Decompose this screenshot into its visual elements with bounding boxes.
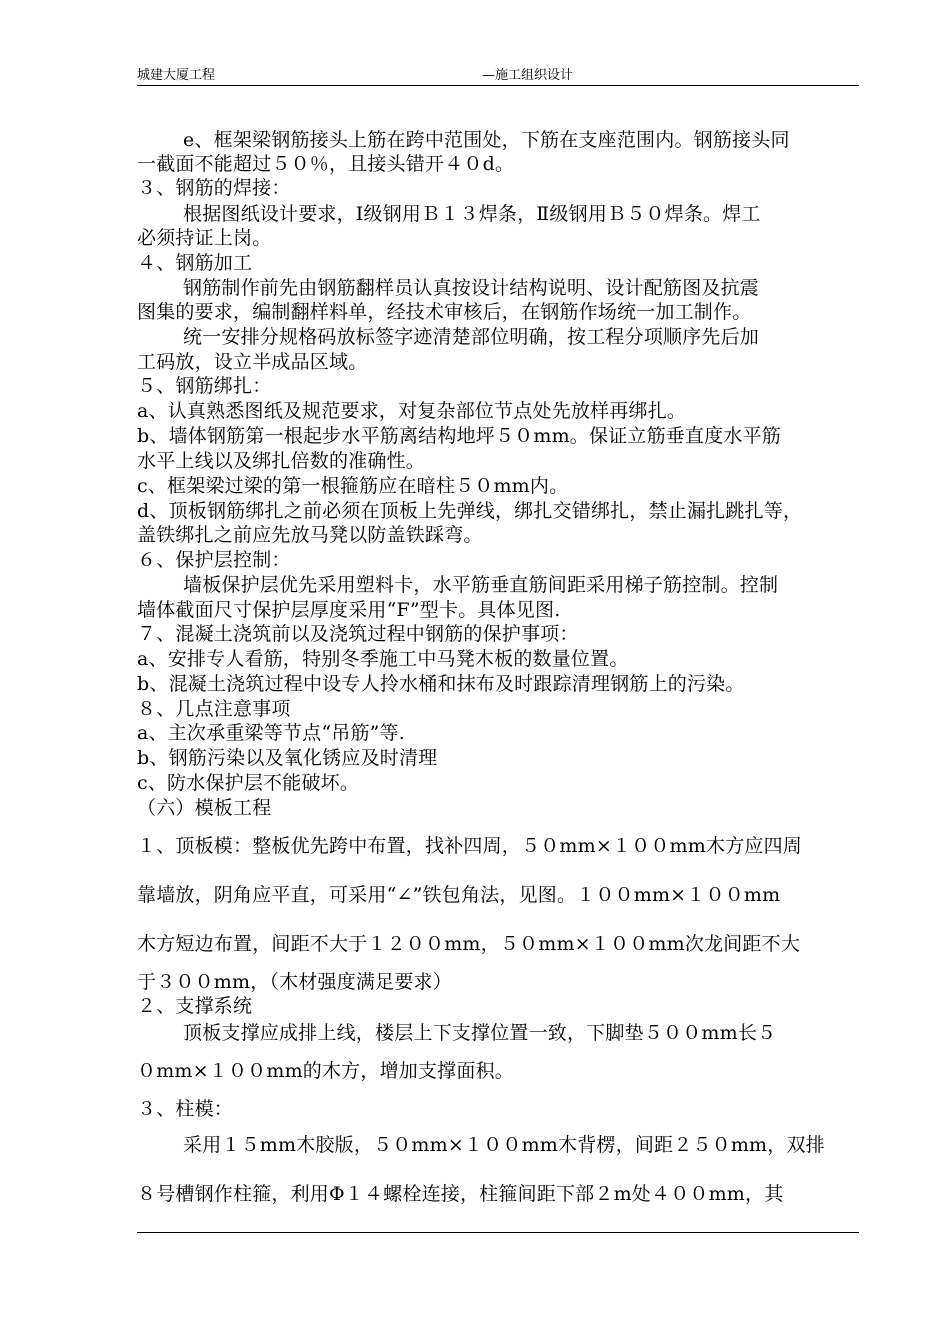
- text-line: ８号槽钢作柱箍，利用Φ１４螺栓连接，柱箍间距下部２m处４００mm，其: [137, 1183, 784, 1205]
- section-heading: ７、混凝土浇筑前以及浇筑过程中钢筋的保护事项：: [137, 623, 579, 645]
- text-line: ０mm×１００mm的木方，增加支撑面积。: [137, 1060, 514, 1082]
- section-heading: ２、支撑系统: [137, 995, 253, 1017]
- section-heading: ８、几点注意事项: [137, 698, 291, 720]
- text-line: a、安排专人看筋，特别冬季施工中马凳木板的数量位置。: [137, 648, 629, 670]
- text-line: 盖铁绑扎之前应先放马凳以防盖铁踩弯。: [137, 524, 483, 546]
- text-line: 一截面不能超过５０％，且接头错开４０d。: [137, 153, 515, 175]
- chapter-heading: （六）模板工程: [137, 797, 272, 819]
- text-line: a、主次承重梁等节点“吊筋”等.: [137, 722, 405, 744]
- text-line: 靠墙放，阴角应平直，可采用“∠”铁包角法，见图。１００mm×１００mm: [137, 884, 781, 906]
- text-line: 水平上线以及绑扎倍数的准确性。: [137, 450, 426, 472]
- text-line: 图集的要求，编制翻样料单，经技术审核后，在钢筋作场统一加工制作。: [137, 301, 752, 323]
- text-line: 采用１５mm木胶版，５０mm×１００mm木背楞，间距２５０mm，双排: [183, 1134, 825, 1156]
- text-line: c、防水保护层不能破坏。: [137, 772, 360, 794]
- section-heading: ４、钢筋加工: [137, 252, 253, 274]
- header-rule: [137, 85, 859, 86]
- text-line: 墙板保护层优先采用塑料卡，水平筋垂直筋间距采用梯子筋控制。控制: [183, 574, 779, 596]
- text-line: b、墙体钢筋第一根起步水平筋离结构地坪５０mm。保证立筋垂直度水平筋: [137, 425, 781, 447]
- section-heading: ３、钢筋的焊接：: [137, 177, 291, 199]
- section-heading: ３、柱模：: [137, 1098, 234, 1120]
- text-line: d、顶板钢筋绑扎之前必须在顶板上先弹线，绑扎交错绑扎，禁止漏扎跳扎等，: [137, 500, 803, 522]
- text-line: b、钢筋污染以及氧化锈应及时清理: [137, 747, 438, 769]
- text-line: 必须持证上岗。: [137, 227, 272, 249]
- text-line: 根据图纸设计要求，Ⅰ级钢用Ｂ１３焊条，Ⅱ级钢用Ｂ５０焊条。焊工: [183, 203, 761, 225]
- header-document-title: —施工组织设计: [482, 68, 574, 83]
- text-line: 工码放，设立半成品区域。: [137, 351, 368, 373]
- text-line: a、认真熟悉图纸及规范要求，对复杂部位节点处先放样再绑扎。: [137, 400, 687, 422]
- page-header: [137, 64, 859, 86]
- section-heading: ６、保护层控制：: [137, 549, 291, 571]
- text-line: 于３００mm，（木材强度满足要求）: [137, 971, 452, 993]
- text-line: １、顶板模：整板优先跨中布置，找补四周，５０mm×１００mm木方应四周: [137, 835, 802, 857]
- section-heading: ５、钢筋绑扎：: [137, 375, 272, 397]
- text-line: 统一安排分规格码放标签字迹清楚部位明确，按工程分项顺序先后加: [183, 326, 760, 348]
- footer-rule: [137, 1232, 859, 1233]
- text-line: 钢筋制作前先由钢筋翻样员认真按设计结构说明、设计配筋图及抗震: [183, 277, 760, 299]
- header-project-name: 城建大厦工程: [137, 68, 216, 83]
- text-line: b、混凝土浇筑过程中设专人拎水桶和抹布及时跟踪清理钢筋上的污染。: [137, 673, 745, 695]
- text-line: 顶板支撑应成排上线，楼层上下支撑位置一致，下脚垫５００mm长５: [183, 1022, 777, 1044]
- text-line: 木方短边布置，间距不大于１２００mm，５０mm×１００mm次龙间距不大: [137, 933, 801, 955]
- text-line: e、框架梁钢筋接头上筋在跨中范围处，下筋在支座范围内。钢筋接头同: [183, 129, 790, 151]
- text-line: c、框架梁过梁的第一根箍筋应在暗柱５０mm内。: [137, 475, 569, 497]
- text-line: 墙体截面尺寸保护层厚度采用“F”型卡。具体见图.: [137, 599, 561, 621]
